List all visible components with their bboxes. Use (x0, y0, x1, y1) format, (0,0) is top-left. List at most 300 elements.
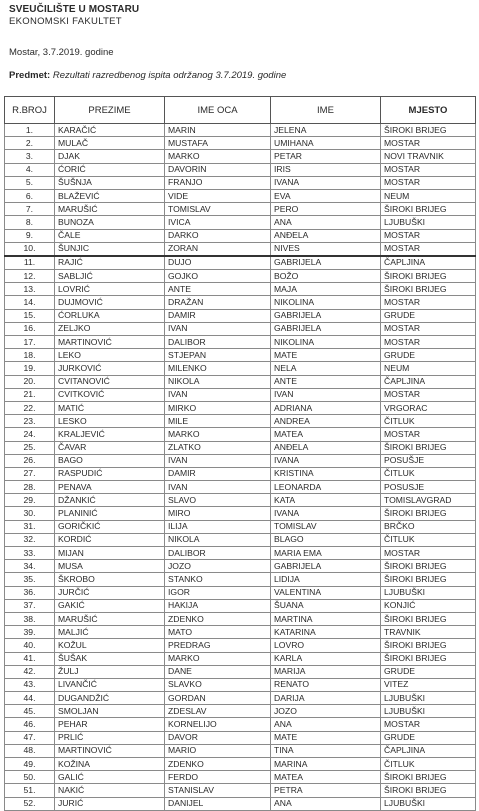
place-cell: NEUM (381, 189, 476, 202)
surname-cell: BUNOZA (55, 216, 165, 229)
father-name-cell: DUJO (165, 256, 271, 270)
subject-text: Rezultati razredbenog ispita održanog 3.7.2019. godine (52, 70, 287, 81)
place-cell: ČITLUK (381, 415, 476, 428)
row-number-cell: 31. (5, 520, 55, 533)
father-name-cell: GOJKO (165, 270, 271, 283)
father-name-cell: DANE (165, 665, 271, 678)
table-row (5, 718, 476, 731)
place-cell: ŠIROKI BRIJEG (381, 573, 476, 586)
first-name-cell: NIVES (271, 242, 381, 256)
row-number-cell: 11. (5, 256, 55, 270)
surname-cell: ČALE (55, 229, 165, 242)
first-name-cell: JELENA (271, 124, 381, 137)
surname-cell: LIVANČIĆ (55, 678, 165, 691)
row-number-cell: 46. (5, 718, 55, 731)
row-number-cell: 48. (5, 744, 55, 757)
place-cell: MOSTAR (381, 163, 476, 176)
row-number-cell: 2. (5, 137, 55, 150)
place-cell: MOSTAR (381, 322, 476, 335)
first-name-cell: LEONARDA (271, 481, 381, 494)
table-row (5, 242, 476, 256)
place-cell: ŠIROKI BRIJEG (381, 507, 476, 520)
place-cell: ČITLUK (381, 533, 476, 546)
place-cell: LJUBUŠKI (381, 705, 476, 718)
table-row (5, 626, 476, 639)
row-number-cell: 19. (5, 362, 55, 375)
faculty-name: EKONOMSKI FAKULTET (9, 16, 122, 27)
table-row (5, 375, 476, 388)
table-row (5, 349, 476, 362)
surname-cell: CVITKOVIĆ (55, 388, 165, 401)
place-cell: ŠIROKI BRIJEG (381, 270, 476, 283)
place-date: Mostar, 3.7.2019. godine (9, 47, 114, 58)
row-number-cell: 47. (5, 731, 55, 744)
surname-cell: MUSA (55, 560, 165, 573)
father-name-cell: DANIJEL (165, 797, 271, 810)
table-row (5, 692, 476, 705)
father-name-cell: IVAN (165, 322, 271, 335)
first-name-cell: KRISTINA (271, 467, 381, 480)
place-cell: ŠIROKI BRIJEG (381, 639, 476, 652)
table-row (5, 467, 476, 480)
first-name-cell: PETAR (271, 150, 381, 163)
table-row (5, 203, 476, 216)
first-name-cell: ADRIANA (271, 401, 381, 414)
father-name-cell: MARKO (165, 150, 271, 163)
father-name-cell: DAVORIN (165, 163, 271, 176)
father-name-cell: DRAŽAN (165, 296, 271, 309)
row-number-cell: 33. (5, 547, 55, 560)
table-row (5, 256, 476, 270)
first-name-cell: MAJA (271, 283, 381, 296)
surname-cell: MARTINOVIĆ (55, 336, 165, 349)
row-number-cell: 6. (5, 189, 55, 202)
first-name-cell: MARTINA (271, 612, 381, 625)
place-cell: VITEZ (381, 678, 476, 691)
table-row (5, 494, 476, 507)
place-cell: MOSTAR (381, 718, 476, 731)
table-row (5, 771, 476, 784)
father-name-cell: MARKO (165, 652, 271, 665)
row-number-cell: 28. (5, 481, 55, 494)
surname-cell: LESKO (55, 415, 165, 428)
father-name-cell: FERDO (165, 771, 271, 784)
table-row (5, 309, 476, 322)
father-name-cell: STANKO (165, 573, 271, 586)
surname-cell: GAKIĆ (55, 599, 165, 612)
first-name-cell: ANA (271, 718, 381, 731)
row-number-cell: 43. (5, 678, 55, 691)
col-header-father-name: IME OCA (165, 97, 271, 124)
father-name-cell: ZORAN (165, 242, 271, 256)
surname-cell: DJAK (55, 150, 165, 163)
row-number-cell: 10. (5, 242, 55, 256)
surname-cell: MULAČ (55, 137, 165, 150)
row-number-cell: 17. (5, 336, 55, 349)
father-name-cell: DAVOR (165, 731, 271, 744)
place-cell: MOSTAR (381, 137, 476, 150)
first-name-cell: IRIS (271, 163, 381, 176)
table-row (5, 362, 476, 375)
surname-cell: MARUŠIĆ (55, 203, 165, 216)
first-name-cell: ANĐELA (271, 441, 381, 454)
col-header-name: IME (271, 97, 381, 124)
surname-cell: ŽULJ (55, 665, 165, 678)
first-name-cell: TINA (271, 744, 381, 757)
father-name-cell: MATO (165, 626, 271, 639)
father-name-cell: ILIJA (165, 520, 271, 533)
surname-cell: ZELJKO (55, 322, 165, 335)
place-cell: MOSTAR (381, 547, 476, 560)
place-cell: ŠIROKI BRIJEG (381, 612, 476, 625)
place-cell: GRUDE (381, 349, 476, 362)
surname-cell: JURČIĆ (55, 586, 165, 599)
place-cell: ŠIROKI BRIJEG (381, 784, 476, 797)
table-body (5, 124, 476, 811)
place-cell: TOMISLAVGRAD (381, 494, 476, 507)
first-name-cell: KATARINA (271, 626, 381, 639)
first-name-cell: JOZO (271, 705, 381, 718)
surname-cell: KOŽUL (55, 639, 165, 652)
place-cell: LJUBUŠKI (381, 692, 476, 705)
place-cell: BRČKO (381, 520, 476, 533)
first-name-cell: NIKOLINA (271, 296, 381, 309)
table-row (5, 797, 476, 810)
father-name-cell: NIKOLA (165, 375, 271, 388)
father-name-cell: ZLATKO (165, 441, 271, 454)
first-name-cell: BOŽO (271, 270, 381, 283)
surname-cell: MARTINOVIĆ (55, 744, 165, 757)
place-cell: ČAPLJINA (381, 744, 476, 757)
first-name-cell: ŠUANA (271, 599, 381, 612)
first-name-cell: BLAGO (271, 533, 381, 546)
father-name-cell: IVAN (165, 481, 271, 494)
first-name-cell: ANA (271, 216, 381, 229)
row-number-cell: 15. (5, 309, 55, 322)
table-row (5, 678, 476, 691)
place-cell: ŠIROKI BRIJEG (381, 771, 476, 784)
father-name-cell: KORNELIJO (165, 718, 271, 731)
table-row (5, 520, 476, 533)
first-name-cell: MATE (271, 349, 381, 362)
surname-cell: NAKIĆ (55, 784, 165, 797)
surname-cell: ŠKROBO (55, 573, 165, 586)
row-number-cell: 21. (5, 388, 55, 401)
table-row (5, 639, 476, 652)
father-name-cell: MILENKO (165, 362, 271, 375)
father-name-cell: FRANJO (165, 176, 271, 189)
first-name-cell: IVANA (271, 176, 381, 189)
row-number-cell: 50. (5, 771, 55, 784)
place-cell: LJUBUŠKI (381, 586, 476, 599)
table-row (5, 586, 476, 599)
father-name-cell: STJEPAN (165, 349, 271, 362)
row-number-cell: 37. (5, 599, 55, 612)
surname-cell: LEKO (55, 349, 165, 362)
place-cell: LJUBUŠKI (381, 797, 476, 810)
table-row (5, 415, 476, 428)
row-number-cell: 40. (5, 639, 55, 652)
surname-cell: RASPUDIĆ (55, 467, 165, 480)
surname-cell: LOVRIĆ (55, 283, 165, 296)
first-name-cell: ANĐELA (271, 229, 381, 242)
place-cell: MOSTAR (381, 388, 476, 401)
father-name-cell: PREDRAG (165, 639, 271, 652)
first-name-cell: MATE (271, 731, 381, 744)
first-name-cell: MARINA (271, 758, 381, 771)
surname-cell: GORIČKIĆ (55, 520, 165, 533)
table-row (5, 428, 476, 441)
row-number-cell: 30. (5, 507, 55, 520)
first-name-cell: IVAN (271, 388, 381, 401)
father-name-cell: STANISLAV (165, 784, 271, 797)
table-row (5, 401, 476, 414)
col-header-place: MJESTO (381, 97, 476, 124)
father-name-cell: MIRKO (165, 401, 271, 414)
row-number-cell: 49. (5, 758, 55, 771)
father-name-cell: DAMIR (165, 467, 271, 480)
place-cell: ČAPLJINA (381, 256, 476, 270)
surname-cell: ĆORLUKA (55, 309, 165, 322)
surname-cell: MATIĆ (55, 401, 165, 414)
table-row (5, 507, 476, 520)
surname-cell: DŽANKIĆ (55, 494, 165, 507)
table-row (5, 652, 476, 665)
first-name-cell: MARIA EMA (271, 547, 381, 560)
place-cell: POSUŠJE (381, 454, 476, 467)
first-name-cell: IVANA (271, 454, 381, 467)
place-cell: GRUDE (381, 731, 476, 744)
row-number-cell: 32. (5, 533, 55, 546)
father-name-cell: SLAVKO (165, 678, 271, 691)
place-cell: ŠIROKI BRIJEG (381, 652, 476, 665)
father-name-cell: ZDESLAV (165, 705, 271, 718)
father-name-cell: DARKO (165, 229, 271, 242)
first-name-cell: GABRIJELA (271, 322, 381, 335)
place-cell: VRGORAC (381, 401, 476, 414)
surname-cell: MALJIĆ (55, 626, 165, 639)
first-name-cell: RENATO (271, 678, 381, 691)
place-cell: KONJIĆ (381, 599, 476, 612)
father-name-cell: MARKO (165, 428, 271, 441)
place-cell: ČITLUK (381, 758, 476, 771)
surname-cell: PENAVA (55, 481, 165, 494)
place-cell: ŠIROKI BRIJEG (381, 560, 476, 573)
place-cell: ŠIROKI BRIJEG (381, 203, 476, 216)
father-name-cell: DALIBOR (165, 336, 271, 349)
place-cell: NOVI TRAVNIK (381, 150, 476, 163)
first-name-cell: UMIHANA (271, 137, 381, 150)
row-number-cell: 24. (5, 428, 55, 441)
surname-cell: SMOLJAN (55, 705, 165, 718)
surname-cell: BAGO (55, 454, 165, 467)
surname-cell: ŠUŠAK (55, 652, 165, 665)
table-row (5, 784, 476, 797)
first-name-cell: GABRIJELA (271, 256, 381, 270)
row-number-cell: 25. (5, 441, 55, 454)
surname-cell: DUJMOVIĆ (55, 296, 165, 309)
table-row (5, 216, 476, 229)
table-row (5, 481, 476, 494)
first-name-cell: TOMISLAV (271, 520, 381, 533)
place-cell: MOSTAR (381, 242, 476, 256)
row-number-cell: 38. (5, 612, 55, 625)
first-name-cell: LOVRO (271, 639, 381, 652)
surname-cell: ČAVAR (55, 441, 165, 454)
place-cell: MOSTAR (381, 176, 476, 189)
surname-cell: PLANINIĆ (55, 507, 165, 520)
table-row (5, 322, 476, 335)
place-cell: GRUDE (381, 309, 476, 322)
first-name-cell: ANDREA (271, 415, 381, 428)
first-name-cell: EVA (271, 189, 381, 202)
surname-cell: MIJAN (55, 547, 165, 560)
father-name-cell: IVICA (165, 216, 271, 229)
table-row (5, 758, 476, 771)
row-number-cell: 14. (5, 296, 55, 309)
first-name-cell: MATEA (271, 771, 381, 784)
table-row (5, 270, 476, 283)
place-cell: MOSTAR (381, 229, 476, 242)
row-number-cell: 39. (5, 626, 55, 639)
col-header-surname: PREZIME (55, 97, 165, 124)
father-name-cell: MUSTAFA (165, 137, 271, 150)
table-row (5, 560, 476, 573)
surname-cell: SABLJIĆ (55, 270, 165, 283)
row-number-cell: 18. (5, 349, 55, 362)
row-number-cell: 20. (5, 375, 55, 388)
surname-cell: JURKOVIĆ (55, 362, 165, 375)
father-name-cell: VIDE (165, 189, 271, 202)
father-name-cell: ANTE (165, 283, 271, 296)
place-cell: ŠIROKI BRIJEG (381, 441, 476, 454)
first-name-cell: GABRIJELA (271, 560, 381, 573)
place-cell: MOSTAR (381, 428, 476, 441)
surname-cell: BLAŽEVIĆ (55, 189, 165, 202)
document-header (9, 4, 139, 28)
row-number-cell: 36. (5, 586, 55, 599)
row-number-cell: 51. (5, 784, 55, 797)
table-header-row (5, 97, 476, 124)
first-name-cell: KATA (271, 494, 381, 507)
table-row (5, 547, 476, 560)
surname-cell: ŠUŠNJA (55, 176, 165, 189)
row-number-cell: 1. (5, 124, 55, 137)
table-row (5, 599, 476, 612)
father-name-cell: IGOR (165, 586, 271, 599)
table-row (5, 229, 476, 242)
table-row (5, 163, 476, 176)
surname-cell: MARUŠIĆ (55, 612, 165, 625)
row-number-cell: 29. (5, 494, 55, 507)
father-name-cell: MARIO (165, 744, 271, 757)
row-number-cell: 27. (5, 467, 55, 480)
surname-cell: KORDIĆ (55, 533, 165, 546)
father-name-cell: TOMISLAV (165, 203, 271, 216)
subject-label: Predmet: (9, 70, 51, 81)
col-header-number: R.BROJ (5, 97, 55, 124)
surname-cell: RAJIĆ (55, 256, 165, 270)
father-name-cell: MARIN (165, 124, 271, 137)
father-name-cell: MILE (165, 415, 271, 428)
row-number-cell: 45. (5, 705, 55, 718)
surname-cell: CVITANOVIĆ (55, 375, 165, 388)
results-table (4, 96, 476, 811)
first-name-cell: MARIJA (271, 665, 381, 678)
row-number-cell: 34. (5, 560, 55, 573)
first-name-cell: NELA (271, 362, 381, 375)
place-cell: ČITLUK (381, 467, 476, 480)
place-cell: ŠIROKI BRIJEG (381, 283, 476, 296)
row-number-cell: 16. (5, 322, 55, 335)
surname-cell: GALIĆ (55, 771, 165, 784)
place-cell: ČAPLJINA (381, 375, 476, 388)
place-cell: TRAVNIK (381, 626, 476, 639)
first-name-cell: KARLA (271, 652, 381, 665)
row-number-cell: 52. (5, 797, 55, 810)
father-name-cell: MIRO (165, 507, 271, 520)
table-row (5, 441, 476, 454)
table-row (5, 533, 476, 546)
first-name-cell: GABRIJELA (271, 309, 381, 322)
table-row (5, 124, 476, 137)
surname-cell: PRLIĆ (55, 731, 165, 744)
table-row (5, 705, 476, 718)
row-number-cell: 13. (5, 283, 55, 296)
place-cell: ŠIROKI BRIJEG (381, 124, 476, 137)
place-cell: LJUBUŠKI (381, 216, 476, 229)
first-name-cell: PERO (271, 203, 381, 216)
first-name-cell: NIKOLINA (271, 336, 381, 349)
table-row (5, 388, 476, 401)
first-name-cell: LIDIJA (271, 573, 381, 586)
row-number-cell: 5. (5, 176, 55, 189)
father-name-cell: IVAN (165, 454, 271, 467)
father-name-cell: DAMIR (165, 309, 271, 322)
table-row (5, 731, 476, 744)
surname-cell: KOŽINA (55, 758, 165, 771)
father-name-cell: ZDENKO (165, 758, 271, 771)
surname-cell: ŠUNJIC (55, 242, 165, 256)
father-name-cell: HAKIJA (165, 599, 271, 612)
place-cell: NEUM (381, 362, 476, 375)
table-row (5, 296, 476, 309)
table-row (5, 137, 476, 150)
surname-cell: KARAČIĆ (55, 124, 165, 137)
row-number-cell: 26. (5, 454, 55, 467)
surname-cell: ĆORIĆ (55, 163, 165, 176)
first-name-cell: IVANA (271, 507, 381, 520)
place-cell: GRUDE (381, 665, 476, 678)
subject-line (9, 70, 286, 81)
first-name-cell: VALENTINA (271, 586, 381, 599)
row-number-cell: 12. (5, 270, 55, 283)
first-name-cell: PETRA (271, 784, 381, 797)
father-name-cell: NIKOLA (165, 533, 271, 546)
row-number-cell: 7. (5, 203, 55, 216)
first-name-cell: DARIJA (271, 692, 381, 705)
table-row (5, 150, 476, 163)
row-number-cell: 22. (5, 401, 55, 414)
place-cell: MOSTAR (381, 336, 476, 349)
place-cell: POSUSJE (381, 481, 476, 494)
table-row (5, 573, 476, 586)
first-name-cell: ANA (271, 797, 381, 810)
row-number-cell: 4. (5, 163, 55, 176)
table-row (5, 336, 476, 349)
row-number-cell: 42. (5, 665, 55, 678)
row-number-cell: 3. (5, 150, 55, 163)
